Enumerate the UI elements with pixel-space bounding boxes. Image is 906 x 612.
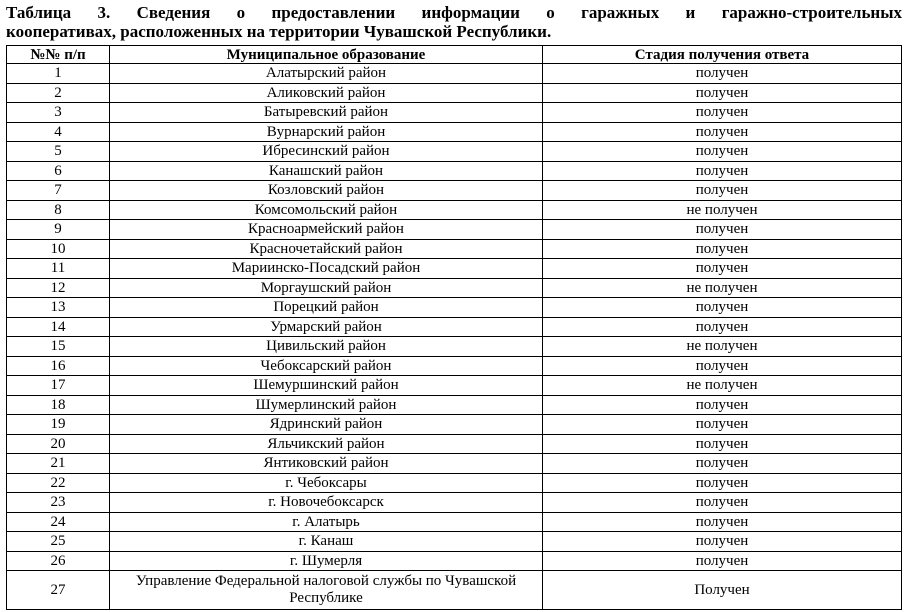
municipality-cell: г. Шумерля: [110, 551, 543, 571]
response-stage-cell: получен: [543, 298, 902, 318]
municipality-cell: Шемуршинский район: [110, 376, 543, 396]
row-number-cell: 1: [7, 64, 110, 84]
municipality-cell: Вурнарский район: [110, 122, 543, 142]
row-number-cell: 10: [7, 239, 110, 259]
table-caption: [6, 3, 902, 41]
response-stage-cell: получен: [543, 434, 902, 454]
garage-cooperatives-table: [6, 45, 902, 610]
row-number-cell: 3: [7, 103, 110, 123]
response-stage-cell: получен: [543, 551, 902, 571]
municipality-cell: г. Чебоксары: [110, 473, 543, 493]
table-row: [7, 551, 902, 571]
municipality-cell: Чебоксарский район: [110, 356, 543, 376]
table-row: [7, 356, 902, 376]
municipality-cell: Ибресинский район: [110, 142, 543, 162]
table-row: [7, 278, 902, 298]
table-row: [7, 493, 902, 513]
municipality-cell: г. Алатырь: [110, 512, 543, 532]
response-stage-cell: не получен: [543, 278, 902, 298]
municipality-cell: Порецкий район: [110, 298, 543, 318]
municipality-cell: Комсомольский район: [110, 200, 543, 220]
row-number-cell: 2: [7, 83, 110, 103]
row-number-cell: 27: [7, 571, 110, 610]
table-row: [7, 571, 902, 610]
row-number-cell: 25: [7, 532, 110, 552]
row-number-cell: 14: [7, 317, 110, 337]
municipality-cell: Мариинско-Посадский район: [110, 259, 543, 279]
response-stage-cell: получен: [543, 532, 902, 552]
table-row: [7, 473, 902, 493]
municipality-cell: Аликовский район: [110, 83, 543, 103]
table-row: [7, 337, 902, 357]
row-number-cell: 18: [7, 395, 110, 415]
municipality-cell: Моргаушский район: [110, 278, 543, 298]
table-row: [7, 512, 902, 532]
table-row: [7, 259, 902, 279]
response-stage-cell: получен: [543, 161, 902, 181]
response-stage-cell: получен: [543, 512, 902, 532]
municipality-cell: Канашский район: [110, 161, 543, 181]
table-row: [7, 532, 902, 552]
row-number-cell: 15: [7, 337, 110, 357]
response-stage-cell: получен: [543, 122, 902, 142]
table-row: [7, 181, 902, 201]
response-stage-cell: получен: [543, 454, 902, 474]
row-number-cell: 26: [7, 551, 110, 571]
row-number-cell: 24: [7, 512, 110, 532]
table-row: [7, 298, 902, 318]
response-stage-cell: не получен: [543, 200, 902, 220]
table-row: [7, 395, 902, 415]
table-row: [7, 220, 902, 240]
municipality-cell: г. Новочебоксарск: [110, 493, 543, 513]
row-number-cell: 4: [7, 122, 110, 142]
table-row: [7, 103, 902, 123]
caption-line-1: Таблица 3. Сведения о предоставлении информации о гаражных и гаражно-строительных: [6, 3, 902, 22]
municipality-cell: Шумерлинский район: [110, 395, 543, 415]
response-stage-cell: получен: [543, 181, 902, 201]
response-stage-cell: получен: [543, 220, 902, 240]
response-stage-cell: получен: [543, 83, 902, 103]
row-number-cell: 23: [7, 493, 110, 513]
response-stage-cell: получен: [543, 239, 902, 259]
response-stage-cell: получен: [543, 259, 902, 279]
municipality-cell: Красночетайский район: [110, 239, 543, 259]
table-header-row: [7, 46, 902, 64]
table-row: [7, 83, 902, 103]
table-row: [7, 415, 902, 435]
response-stage-cell: получен: [543, 493, 902, 513]
table-row: [7, 376, 902, 396]
municipality-cell: Яльчикский район: [110, 434, 543, 454]
municipality-cell: Урмарский район: [110, 317, 543, 337]
row-number-cell: 11: [7, 259, 110, 279]
row-number-cell: 12: [7, 278, 110, 298]
row-number-cell: 22: [7, 473, 110, 493]
table-row: [7, 317, 902, 337]
response-stage-cell: получен: [543, 142, 902, 162]
row-number-cell: 17: [7, 376, 110, 396]
table-row: [7, 239, 902, 259]
table-row: [7, 434, 902, 454]
row-number-cell: 21: [7, 454, 110, 474]
header-number: №№ п/п: [7, 46, 110, 64]
header-response-stage: Стадия получения ответа: [543, 46, 902, 64]
municipality-cell: Алатырский район: [110, 64, 543, 84]
municipality-cell: Красноармейский район: [110, 220, 543, 240]
row-number-cell: 5: [7, 142, 110, 162]
response-stage-cell: Получен: [543, 571, 902, 610]
municipality-cell: Янтиковский район: [110, 454, 543, 474]
table-row: [7, 122, 902, 142]
row-number-cell: 8: [7, 200, 110, 220]
table-row: [7, 200, 902, 220]
response-stage-cell: получен: [543, 356, 902, 376]
municipality-cell: Ядринский район: [110, 415, 543, 435]
municipality-cell: Цивильский район: [110, 337, 543, 357]
table-row: [7, 454, 902, 474]
response-stage-cell: получен: [543, 415, 902, 435]
row-number-cell: 6: [7, 161, 110, 181]
response-stage-cell: получен: [543, 64, 902, 84]
municipality-cell: Козловский район: [110, 181, 543, 201]
caption-line-2: кооперативах, расположенных на территории Чувашской Республики.: [6, 22, 552, 41]
municipality-cell: Управление Федеральной налоговой службы по Чувашской Республике: [110, 571, 543, 610]
municipality-cell: Батыревский район: [110, 103, 543, 123]
row-number-cell: 9: [7, 220, 110, 240]
row-number-cell: 19: [7, 415, 110, 435]
header-municipality: Муниципальное образование: [110, 46, 543, 64]
row-number-cell: 16: [7, 356, 110, 376]
table-row: [7, 142, 902, 162]
response-stage-cell: получен: [543, 317, 902, 337]
response-stage-cell: не получен: [543, 337, 902, 357]
response-stage-cell: получен: [543, 103, 902, 123]
table-row: [7, 64, 902, 84]
response-stage-cell: получен: [543, 395, 902, 415]
response-stage-cell: не получен: [543, 376, 902, 396]
table-body: [7, 64, 902, 610]
row-number-cell: 20: [7, 434, 110, 454]
row-number-cell: 7: [7, 181, 110, 201]
response-stage-cell: получен: [543, 473, 902, 493]
municipality-cell: г. Канаш: [110, 532, 543, 552]
row-number-cell: 13: [7, 298, 110, 318]
table-row: [7, 161, 902, 181]
